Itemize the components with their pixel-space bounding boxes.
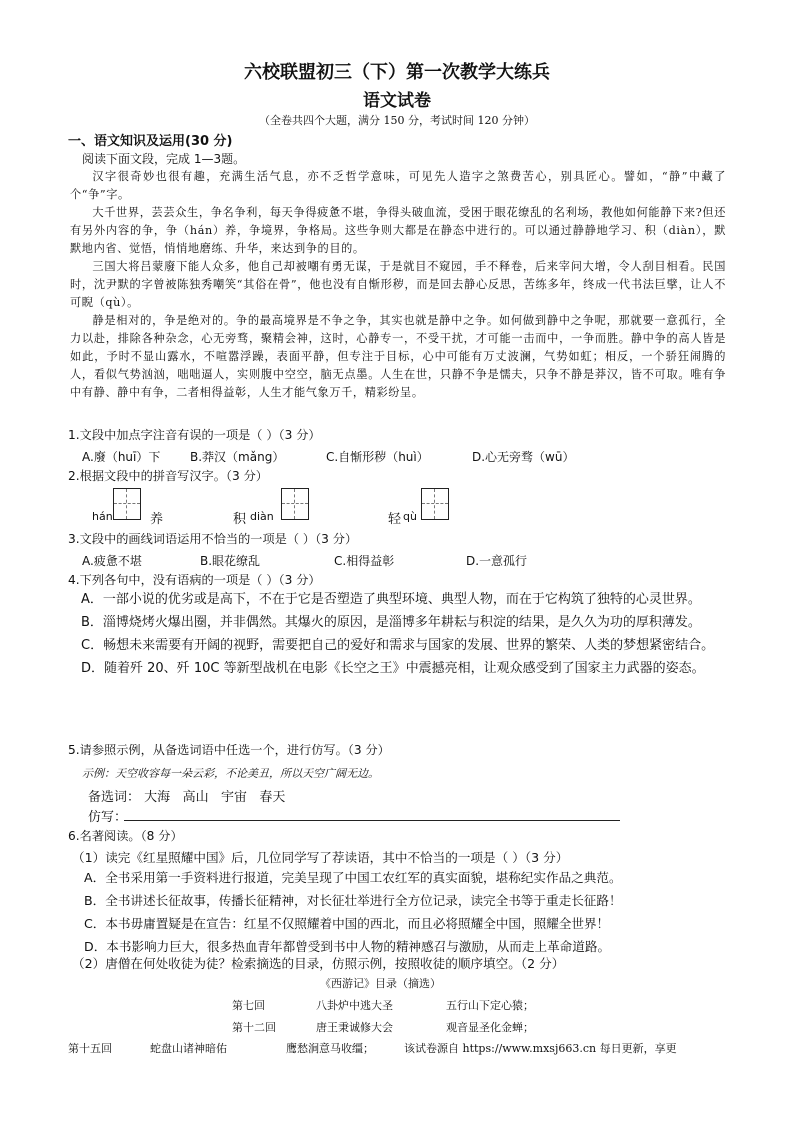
catalog-title-a: 蛇盘山诸神暗佑 — [150, 1042, 227, 1055]
question-1-stem: 1.文段中加点字注音有误的一项是（ ）（3 分） — [68, 428, 321, 442]
question-2-stem: 2.根据文段中的拼音写汉字。（3 分） — [68, 469, 268, 483]
q5-answer-label: 仿写： — [88, 810, 128, 825]
catalog-title-b: 五行山下定心猿； — [446, 999, 534, 1012]
q5-candidates — [88, 786, 285, 805]
question-3-stem: 3.文段中的画线词语运用不恰当的一项是（ ）（3 分） — [68, 532, 358, 546]
passage-paragraph: 汉字很奇妙也很有趣，充满生活气息，亦不乏哲学意味，可见先人造字之煞费苦心，别具匠心。譬如，“静”中藏了个“争”字。 — [70, 170, 726, 201]
q5-candidate: 宇宙 — [221, 790, 248, 805]
q2-answer-box-1[interactable] — [113, 488, 141, 520]
q2-answer-box-3[interactable] — [421, 488, 449, 520]
exam-title: 六校联盟初三（下）第一次教学大练兵 — [244, 62, 550, 83]
q3-option-d[interactable]: D.一意孤行 — [466, 554, 528, 568]
q1-option-b[interactable]: B.莽汉（mǎng） — [190, 450, 285, 464]
exam-subtitle: 语文试卷 — [363, 91, 431, 111]
q2-pinyin-3: qù — [403, 510, 417, 523]
q2-char-3: 轻 — [388, 512, 402, 527]
q6-option-c[interactable]: C．本书毋庸置疑是在宣告：红星不仅照耀着中国的西北，而且必将照耀全中国，照耀全世界！ — [84, 916, 610, 931]
catalog-num: 第十五回 — [68, 1042, 112, 1055]
catalog-title-a: 八卦炉中逃大圣 — [316, 999, 393, 1012]
passage-intro: 阅读下面文段，完成 1—3题。 — [82, 152, 246, 166]
q2-char-2: 积 — [233, 512, 247, 527]
q2-pinyin-2: diàn — [250, 510, 274, 523]
q1-option-c[interactable]: C.自惭形秽（huì） — [326, 450, 429, 464]
exam-note: （全卷共四个大题，满分 150 分，考试时间 120 分钟） — [259, 114, 535, 127]
question-4-stem: 4.下列各句中，没有语病的一项是（ ）（3 分） — [68, 573, 321, 587]
q4-option-a[interactable]: A．一部小说的优劣或是高下，不在于它是否塑造了典型环境、典型人物，而在于它构筑了独特的心灵世界。 — [81, 592, 701, 607]
q5-candidate: 高山 — [182, 790, 209, 805]
q4-options — [68, 589, 730, 681]
catalog-num: 第十二回 — [232, 1021, 276, 1034]
q5-candidate: 春天 — [259, 790, 286, 805]
q6-sub1-options — [84, 867, 728, 959]
q4-option-b[interactable]: B．淄博烧烤火爆出圈，并非偶然。其爆火的原因，是淄博多年耕耘与积淀的结果，是久久为功的厚积薄发。 — [81, 615, 701, 630]
passage-paragraph: 静是相对的，争是绝对的。争的最高境界是不争之争，其实也就是静中之争。如何做到静中之争呢，那就要一意孤行，全力以赴，排除各种杂念，心无旁骛，聚精会神，这时，心静专一，不受干扰，才可能一击而中，一争而胜。静中争的高人皆是如此，予时不显山露水，不喧嚣浮躁，表面平静，但专注于目标，心中可能有万丈波澜，气势如虹；相反，一个骄狂闹腾的人，看似气势汹汹，咄咄逼人，实则腹中空空，脑无点墨。人生在世，只静不争是懦夫，只争不静是莽汉，皆不可取。唯有争中有静、静中有争，二者相得益彰，人生才能气象万千，精彩纷呈。 — [70, 314, 726, 399]
q4-option-d[interactable]: D．随着歼 20、歼 10C 等新型战机在电影《长空之王》中震撼亮相，让观众感受到了国家主力武器的姿态。 — [81, 661, 705, 676]
q3-option-a[interactable]: A.疲惫不堪 — [82, 554, 142, 568]
q4-option-c[interactable]: C．畅想未来需要有开阔的视野，需要把自己的爱好和需求与国家的发展、世界的繁荣、人类的梦想紧密结合。 — [81, 638, 715, 653]
section-heading: 一、语文知识及运用(30 分) — [68, 134, 233, 149]
catalog-title-b: 观音显圣化金蝉； — [446, 1021, 534, 1034]
passage-paragraph: 三国大将吕蒙廢下能人众多，他自己却被嘲有勇无谋，于是就目不窥园，手不释卷，后来宰问大增，令人刮目相看。民国时，沈尹默的字曾被陈独秀嘲笑“其俗在骨”，他也没有自惭形秽，而是回去静心反思，苦练多年，终成一代书法巨擘，让人不可睨（qù）。 — [70, 260, 726, 309]
q2-char-1: 养 — [150, 512, 164, 527]
q3-option-c[interactable]: C.相得益彰 — [334, 554, 395, 568]
question-5-stem: 5.请参照示例，从备选词语中任选一个，进行仿写。（3 分） — [68, 743, 390, 757]
q5-example: 示例：天空收容每一朵云彩，不论美丑，所以天空广阔无边。 — [82, 767, 379, 780]
catalog-title-a: 唐王秉诚修大会 — [316, 1021, 393, 1034]
q2-pinyin-1: hán — [92, 510, 113, 523]
question-6-stem: 6.名著阅读。（8 分） — [68, 829, 183, 843]
q3-option-b[interactable]: B.眼花缭乱 — [200, 554, 261, 568]
catalog-num: 第七回 — [232, 999, 265, 1012]
q2-answer-box-2[interactable] — [281, 488, 309, 520]
q5-candidates-label: 备选词： — [88, 790, 141, 805]
q5-candidate: 大海 — [144, 790, 171, 805]
passage-paragraph: 大千世界，芸芸众生，争名争利，每天争得疲惫不堪，争得头破血流，受困于眼花缭乱的名利场，教他如何能静下来?但还有另外内容的争，争（hán）养，争境界，争格局。这些争则大都是在静态中进行的。可以通过静静地学习、积（diàn），默默地内省、觉悟，悄悄地磨练、升华，来达到争的目的。 — [70, 206, 726, 255]
q1-option-a[interactable]: A.廢（huī）下 — [82, 450, 161, 464]
q6-option-a[interactable]: A．全书采用第一手资料进行报道，完美呈现了中国工农红军的真实面貌，堪称纪实作品之典范。 — [84, 870, 622, 885]
catalog-title-b: 鹰愁涧意马收缰； — [286, 1042, 374, 1055]
q5-answer-line[interactable] — [124, 820, 620, 821]
q6-option-b[interactable]: B．全书讲述长征故事，传播长征精神，对长征壮举进行全方位记录，读完全书等于重走长征路！ — [84, 893, 622, 908]
q6-sub2-stem: （2）唐僧在何处收徒为徒？检索摘选的目录，仿照示例，按照收徒的顺序填空。（2 分） — [72, 956, 565, 971]
catalog-title: 《西游记》目录（摘选） — [320, 977, 441, 990]
q1-option-d[interactable]: D.心无旁骛（wū） — [472, 450, 575, 464]
footer-source-text: 该试卷源自 https://www.mxsj663.cn 每日更新，享更 — [404, 1042, 677, 1055]
q6-sub1-stem: （1）读完《红星照耀中国》后，几位同学写了荐读语，其中不恰当的一项是（ ）（3 分） — [72, 850, 569, 865]
reading-passage — [70, 168, 726, 402]
q6-option-d[interactable]: D．本书影响力巨大，很多热血青年都曾受到书中人物的精神感召与激励，从而走上革命道路。 — [84, 939, 611, 954]
